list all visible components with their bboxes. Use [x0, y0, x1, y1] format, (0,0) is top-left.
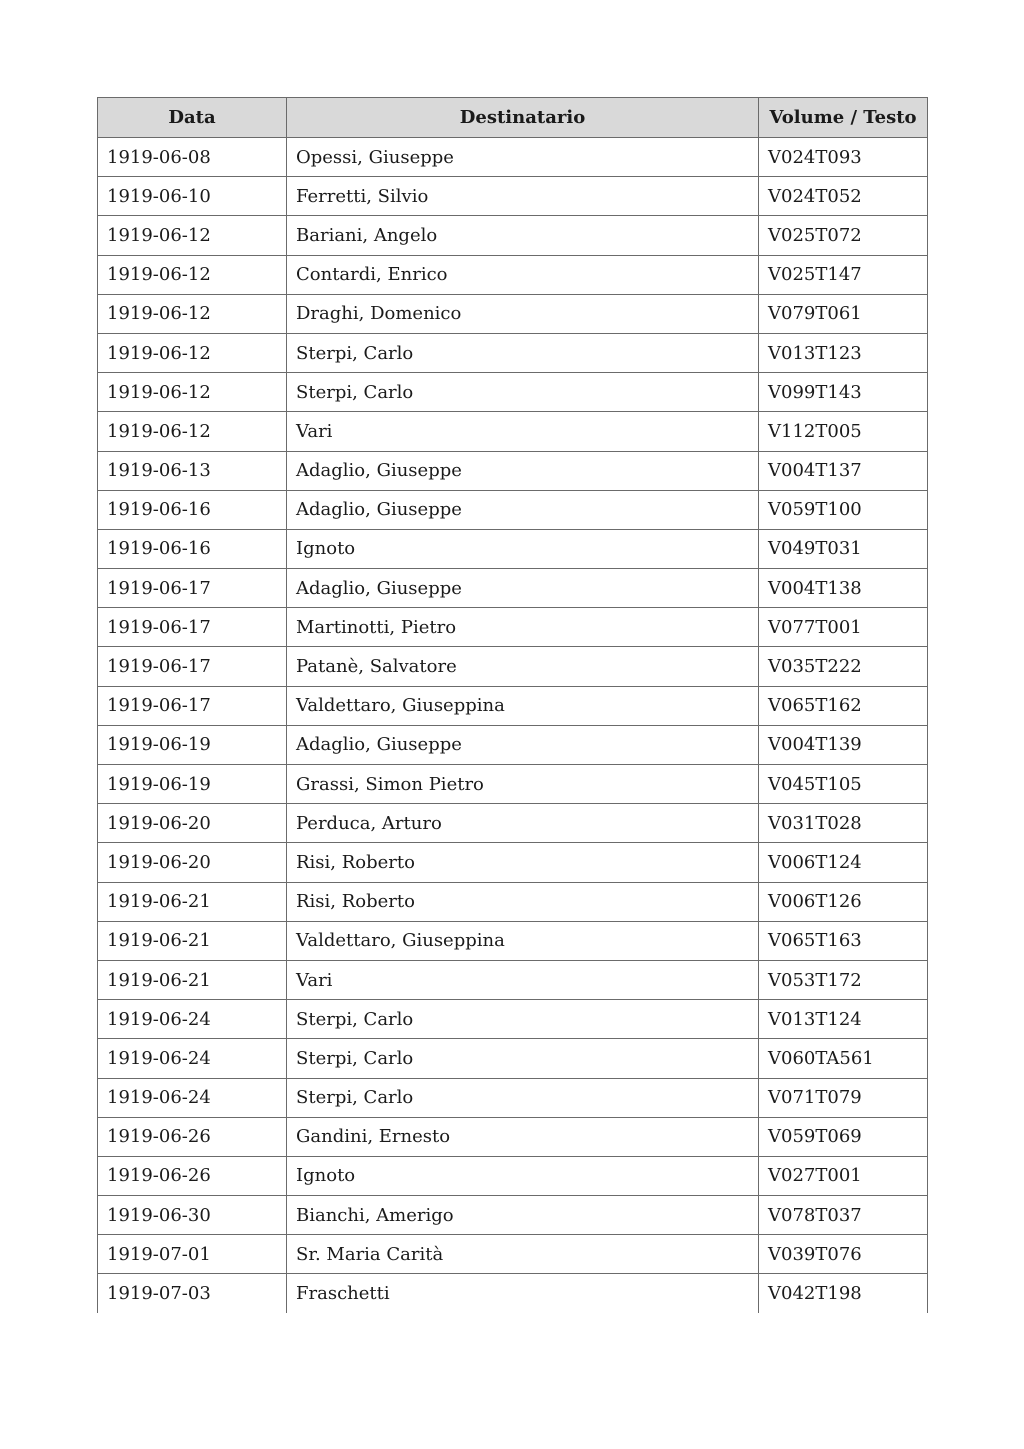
cell-destinatario: Valdettaro, Giuseppina	[287, 686, 759, 725]
cell-volume-testo: V059T069	[759, 1117, 928, 1156]
cell-destinatario: Opessi, Giuseppe	[287, 138, 759, 177]
cell-volume-testo: V112T005	[759, 412, 928, 451]
cell-destinatario: Draghi, Domenico	[287, 294, 759, 333]
table-row	[98, 294, 928, 333]
cell-data: 1919-07-03	[98, 1274, 287, 1313]
cell-volume-testo: V049T031	[759, 529, 928, 568]
table-row	[98, 608, 928, 647]
cell-volume-testo: V004T139	[759, 725, 928, 764]
table-row	[98, 569, 928, 608]
cell-data: 1919-06-12	[98, 333, 287, 372]
cell-volume-testo: V099T143	[759, 373, 928, 412]
cell-destinatario: Fraschetti	[287, 1274, 759, 1313]
cell-destinatario: Bianchi, Amerigo	[287, 1196, 759, 1235]
cell-volume-testo: V077T001	[759, 608, 928, 647]
table-row	[98, 412, 928, 451]
cell-destinatario: Sterpi, Carlo	[287, 1078, 759, 1117]
table-row	[98, 333, 928, 372]
cell-destinatario: Valdettaro, Giuseppina	[287, 921, 759, 960]
cell-destinatario: Sterpi, Carlo	[287, 333, 759, 372]
cell-data: 1919-06-24	[98, 1000, 287, 1039]
cell-data: 1919-06-21	[98, 921, 287, 960]
cell-destinatario: Ignoto	[287, 529, 759, 568]
cell-destinatario: Grassi, Simon Pietro	[287, 765, 759, 804]
table-row	[98, 647, 928, 686]
column-header-volume-testo: Volume / Testo	[759, 98, 928, 138]
cell-volume-testo: V078T037	[759, 1196, 928, 1235]
cell-data: 1919-06-17	[98, 686, 287, 725]
cell-data: 1919-06-13	[98, 451, 287, 490]
cell-data: 1919-06-20	[98, 843, 287, 882]
cell-data: 1919-06-12	[98, 294, 287, 333]
cell-destinatario: Bariani, Angelo	[287, 216, 759, 255]
cell-destinatario: Martinotti, Pietro	[287, 608, 759, 647]
cell-destinatario: Ferretti, Silvio	[287, 177, 759, 216]
cell-data: 1919-06-26	[98, 1117, 287, 1156]
cell-destinatario: Adaglio, Giuseppe	[287, 569, 759, 608]
table-row	[98, 804, 928, 843]
cell-data: 1919-06-26	[98, 1156, 287, 1195]
cell-volume-testo: V071T079	[759, 1078, 928, 1117]
table-row	[98, 921, 928, 960]
cell-data: 1919-06-24	[98, 1039, 287, 1078]
cell-data: 1919-06-19	[98, 725, 287, 764]
cell-destinatario: Adaglio, Giuseppe	[287, 490, 759, 529]
table-row	[98, 1039, 928, 1078]
cell-destinatario: Contardi, Enrico	[287, 255, 759, 294]
cell-data: 1919-06-24	[98, 1078, 287, 1117]
cell-volume-testo: V065T163	[759, 921, 928, 960]
cell-data: 1919-07-01	[98, 1235, 287, 1274]
header-row	[98, 98, 928, 138]
table-row	[98, 1235, 928, 1274]
cell-data: 1919-06-17	[98, 647, 287, 686]
cell-destinatario: Risi, Roberto	[287, 843, 759, 882]
cell-volume-testo: V006T124	[759, 843, 928, 882]
cell-volume-testo: V024T093	[759, 138, 928, 177]
cell-volume-testo: V013T124	[759, 1000, 928, 1039]
cell-destinatario: Vari	[287, 412, 759, 451]
cell-volume-testo: V013T123	[759, 333, 928, 372]
cell-data: 1919-06-21	[98, 882, 287, 921]
cell-volume-testo: V006T126	[759, 882, 928, 921]
table-row	[98, 1196, 928, 1235]
cell-destinatario: Sterpi, Carlo	[287, 373, 759, 412]
cell-destinatario: Risi, Roberto	[287, 882, 759, 921]
cell-destinatario: Gandini, Ernesto	[287, 1117, 759, 1156]
cell-volume-testo: V065T162	[759, 686, 928, 725]
table-row	[98, 1000, 928, 1039]
cell-destinatario: Sterpi, Carlo	[287, 1000, 759, 1039]
cell-destinatario: Adaglio, Giuseppe	[287, 451, 759, 490]
table-row	[98, 765, 928, 804]
table-body	[98, 138, 928, 1313]
cell-destinatario: Sterpi, Carlo	[287, 1039, 759, 1078]
letters-table	[97, 97, 928, 1313]
cell-volume-testo: V042T198	[759, 1274, 928, 1313]
table-row	[98, 1156, 928, 1195]
table-row	[98, 1274, 928, 1313]
table-row	[98, 451, 928, 490]
cell-data: 1919-06-17	[98, 569, 287, 608]
cell-volume-testo: V025T147	[759, 255, 928, 294]
cell-data: 1919-06-16	[98, 529, 287, 568]
cell-volume-testo: V060TA561	[759, 1039, 928, 1078]
cell-destinatario: Patanè, Salvatore	[287, 647, 759, 686]
table-row	[98, 843, 928, 882]
cell-volume-testo: V025T072	[759, 216, 928, 255]
cell-volume-testo: V079T061	[759, 294, 928, 333]
cell-volume-testo: V031T028	[759, 804, 928, 843]
cell-destinatario: Ignoto	[287, 1156, 759, 1195]
cell-volume-testo: V004T137	[759, 451, 928, 490]
table-row	[98, 216, 928, 255]
table-row	[98, 138, 928, 177]
cell-data: 1919-06-17	[98, 608, 287, 647]
cell-volume-testo: V024T052	[759, 177, 928, 216]
table-row	[98, 1117, 928, 1156]
table-header	[98, 98, 928, 138]
cell-data: 1919-06-20	[98, 804, 287, 843]
cell-volume-testo: V059T100	[759, 490, 928, 529]
cell-destinatario: Sr. Maria Carità	[287, 1235, 759, 1274]
table-row	[98, 490, 928, 529]
cell-data: 1919-06-12	[98, 412, 287, 451]
table-row	[98, 725, 928, 764]
table-row	[98, 177, 928, 216]
cell-data: 1919-06-19	[98, 765, 287, 804]
table-row	[98, 686, 928, 725]
table-row	[98, 882, 928, 921]
table-row	[98, 1078, 928, 1117]
cell-destinatario: Perduca, Arturo	[287, 804, 759, 843]
cell-data: 1919-06-21	[98, 960, 287, 999]
table-row	[98, 255, 928, 294]
column-header-data: Data	[98, 98, 287, 138]
cell-data: 1919-06-10	[98, 177, 287, 216]
cell-data: 1919-06-12	[98, 216, 287, 255]
cell-volume-testo: V045T105	[759, 765, 928, 804]
cell-destinatario: Vari	[287, 960, 759, 999]
cell-data: 1919-06-12	[98, 373, 287, 412]
cell-destinatario: Adaglio, Giuseppe	[287, 725, 759, 764]
cell-volume-testo: V053T172	[759, 960, 928, 999]
cell-volume-testo: V027T001	[759, 1156, 928, 1195]
table-row	[98, 960, 928, 999]
cell-data: 1919-06-12	[98, 255, 287, 294]
column-header-destinatario: Destinatario	[287, 98, 759, 138]
cell-volume-testo: V035T222	[759, 647, 928, 686]
cell-volume-testo: V004T138	[759, 569, 928, 608]
cell-volume-testo: V039T076	[759, 1235, 928, 1274]
cell-data: 1919-06-30	[98, 1196, 287, 1235]
cell-data: 1919-06-16	[98, 490, 287, 529]
table-row	[98, 373, 928, 412]
cell-data: 1919-06-08	[98, 138, 287, 177]
table-row	[98, 529, 928, 568]
